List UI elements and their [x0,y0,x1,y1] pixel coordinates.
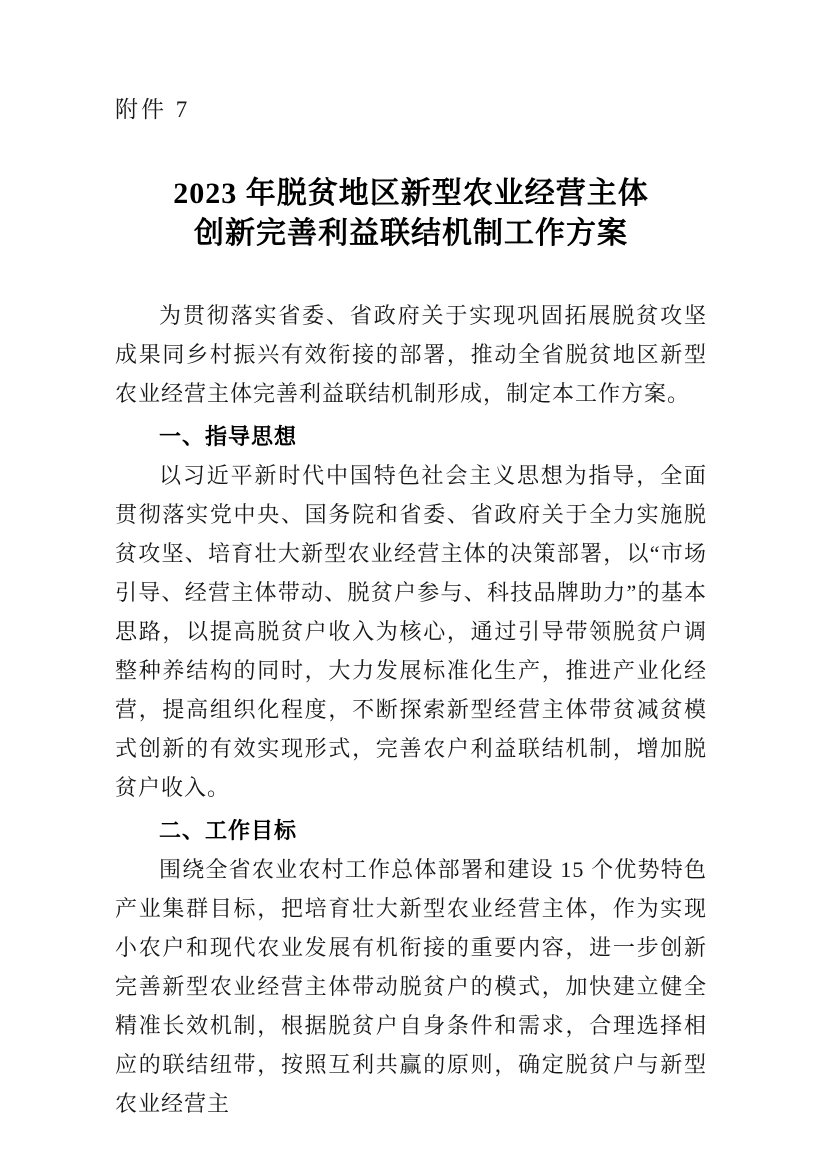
title-line-1: 2023 年脱贫地区新型农业经营主体 [173,177,649,210]
title-line-2: 创新完善利益联结机制工作方案 [194,217,628,250]
intro-paragraph: 为贯彻落实省委、省政府关于实现巩固拓展脱贫攻坚成果同乡村振兴有效衔接的部署，推动全省脱贫地区新型农业经营主体完善利益联结机制形成，制定本工作方案。 [115,303,707,406]
section-paragraph-work-goals: 围绕全省农业农村工作总体部署和建设 15 个优势特色产业集群目标，把培育壮大新型农业经营主体，作为实现小农户和现代农业发展有机衔接的重要内容，进一步创新完善新型农业经营主体带动脱贫户的模式，加快建立健全精准长效机制，根据脱贫户自身条件和需求，合理选择相应的联结纽带，按照互利共赢的原则，确定脱贫户与新型农业经营主 [115,857,707,1116]
section-paragraph-guiding-ideology: 以习近平新时代中国特色社会主义思想为指导，全面贯彻落实党中央、国务院和省委、省政府关于全力实施脱贫攻坚、培育壮大新型农业经营主体的决策部署，以“市场引导、经营主体带动、脱贫户参与、科技品牌助力”的基本思路，以提高脱贫户收入为核心，通过引导带领脱贫户调整种养结构的同时，大力发展标准化生产，推进产业化经营，提高组织化程度，不断探索新型经营主体带贫减贫模式创新的有效实现形式，完善农户利益联结机制，增加脱贫户收入。 [115,463,707,800]
document-body [115,296,707,1123]
document-title [115,174,707,254]
attachment-label: 附件 7 [115,97,191,122]
section-heading-guiding-ideology: 一、指导思想 [159,424,298,449]
section-heading-work-goals: 二、工作目标 [159,818,298,843]
